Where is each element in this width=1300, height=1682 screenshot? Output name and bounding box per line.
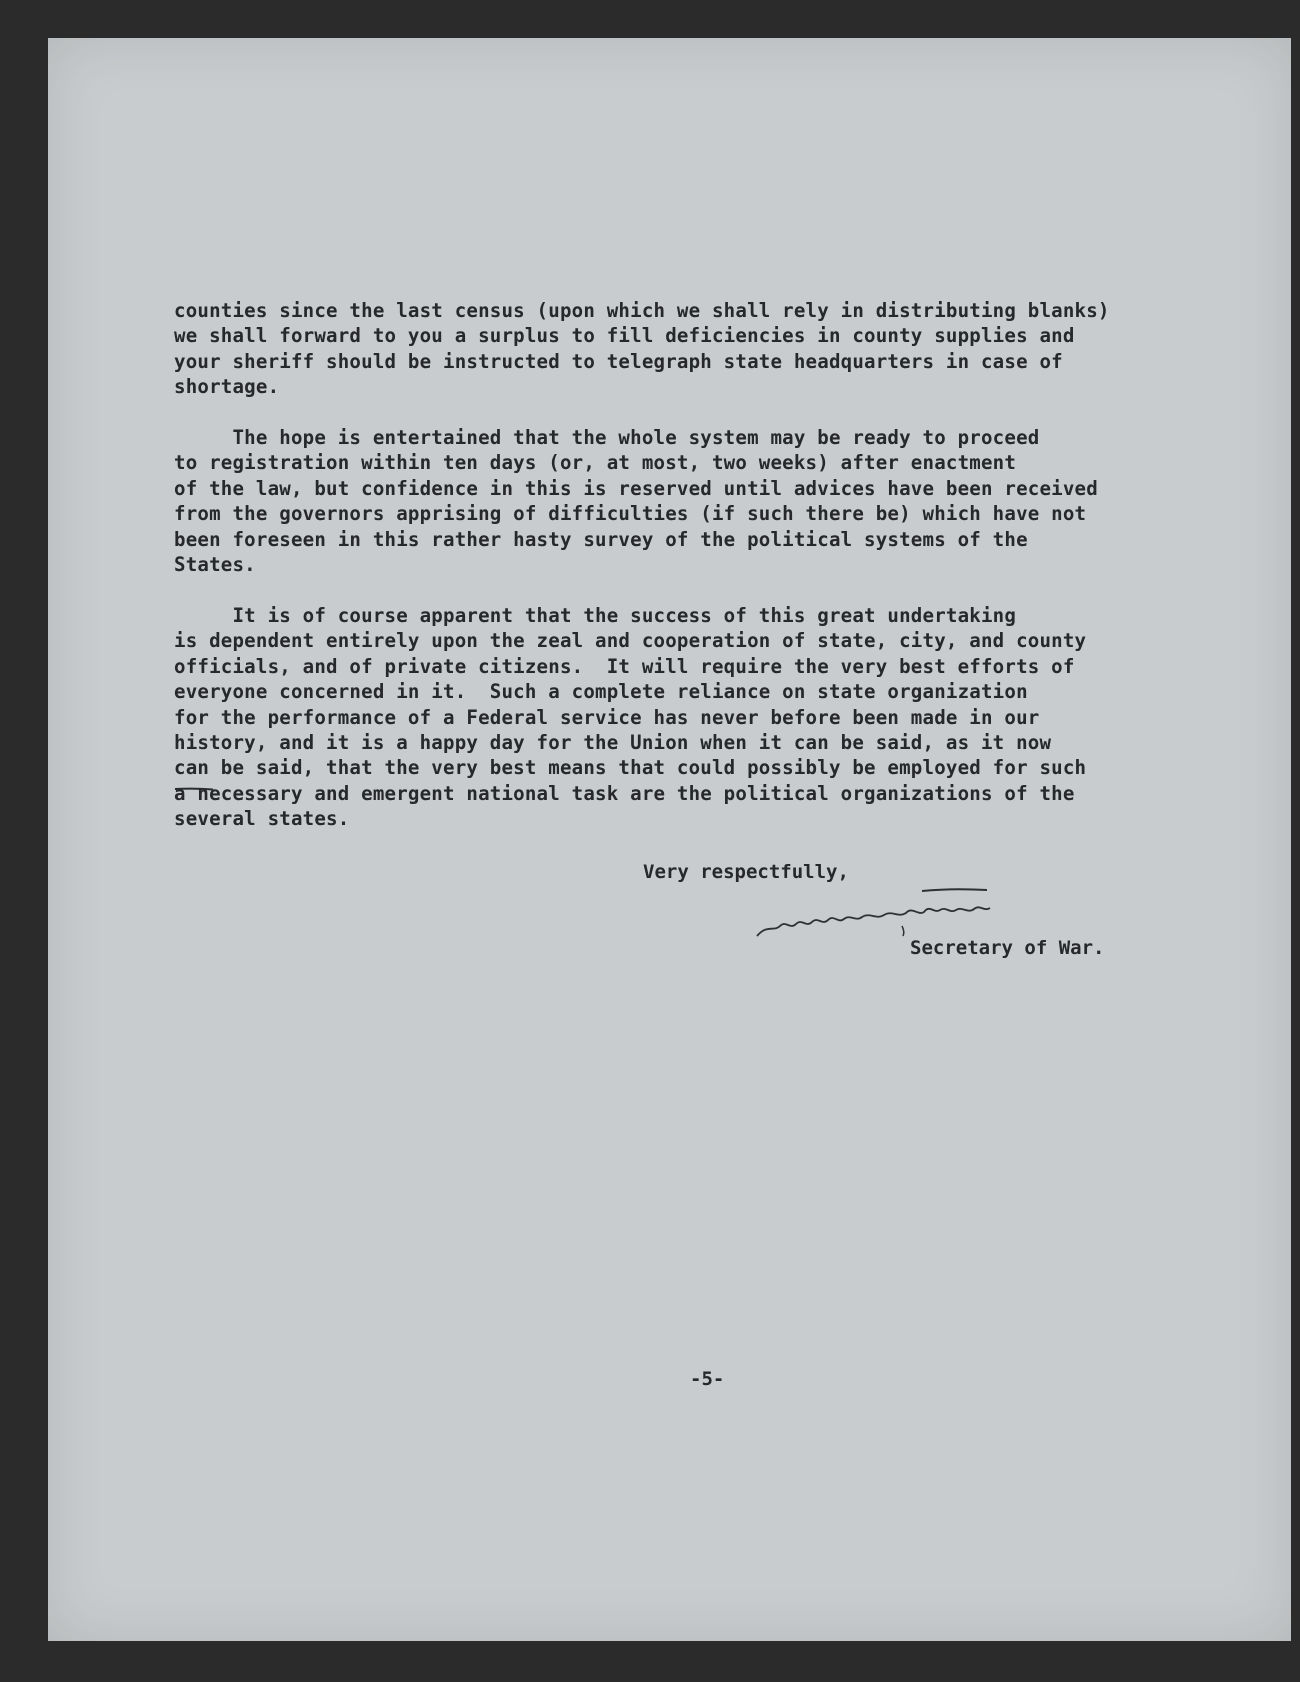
paragraph-census-surplus xyxy=(174,298,1184,400)
text-line: several states. xyxy=(174,807,350,831)
text-line: everyone concerned in it. Such a complete reliance on state organization xyxy=(174,680,1028,704)
text-line: It is of course apparent that the success of this great undertaking xyxy=(174,604,1017,627)
text-line: a necessary and emergent national task are the political organizations of the xyxy=(174,781,1075,805)
text-line: is dependent entirely upon the zeal and cooperation of state, city, and county xyxy=(174,629,1087,653)
page-number: -5- xyxy=(690,1368,725,1390)
text-line: your sheriff should be instructed to telegraph state headquarters in case of xyxy=(174,349,1063,373)
text-line: can be said, that the very best means that could possibly be employed for such xyxy=(174,756,1087,780)
paragraph-success-undertaking xyxy=(174,603,1184,832)
letter-page xyxy=(48,38,1291,1641)
text-line: of the law, but confidence in this is reserved until advices have been received xyxy=(174,476,1098,500)
text-line: history, and it is a happy day for the Union when it can be said, as it now xyxy=(174,730,1052,754)
text-line: for the performance of a Federal service has never before been made in our xyxy=(174,705,1040,729)
signer-title: Secretary of War. xyxy=(910,937,1105,959)
text-line: shortage. xyxy=(174,375,280,399)
handwritten-underline xyxy=(174,787,214,791)
text-line: officials, and of private citizens. It will require the very best efforts of xyxy=(174,654,1075,678)
text-line: States. xyxy=(174,552,256,576)
text-line: we shall forward to you a surplus to fill deficiencies in county supplies and xyxy=(174,324,1075,348)
text-line: from the governors apprising of difficulties (if such there be) which have not xyxy=(174,502,1087,526)
text-line: been foreseen in this rather hasty survey of the political systems of the xyxy=(174,527,1028,551)
text-line: The hope is entertained that the whole system may be ready to proceed xyxy=(174,426,1040,449)
paragraph-registration-hope xyxy=(174,425,1184,577)
text-line: counties since the last census (upon which we shall rely in distributing blanks) xyxy=(174,299,1110,322)
text-line: to registration within ten days (or, at most, two weeks) after enactment xyxy=(174,451,1017,475)
closing-salutation: Very respectfully, xyxy=(643,861,849,883)
